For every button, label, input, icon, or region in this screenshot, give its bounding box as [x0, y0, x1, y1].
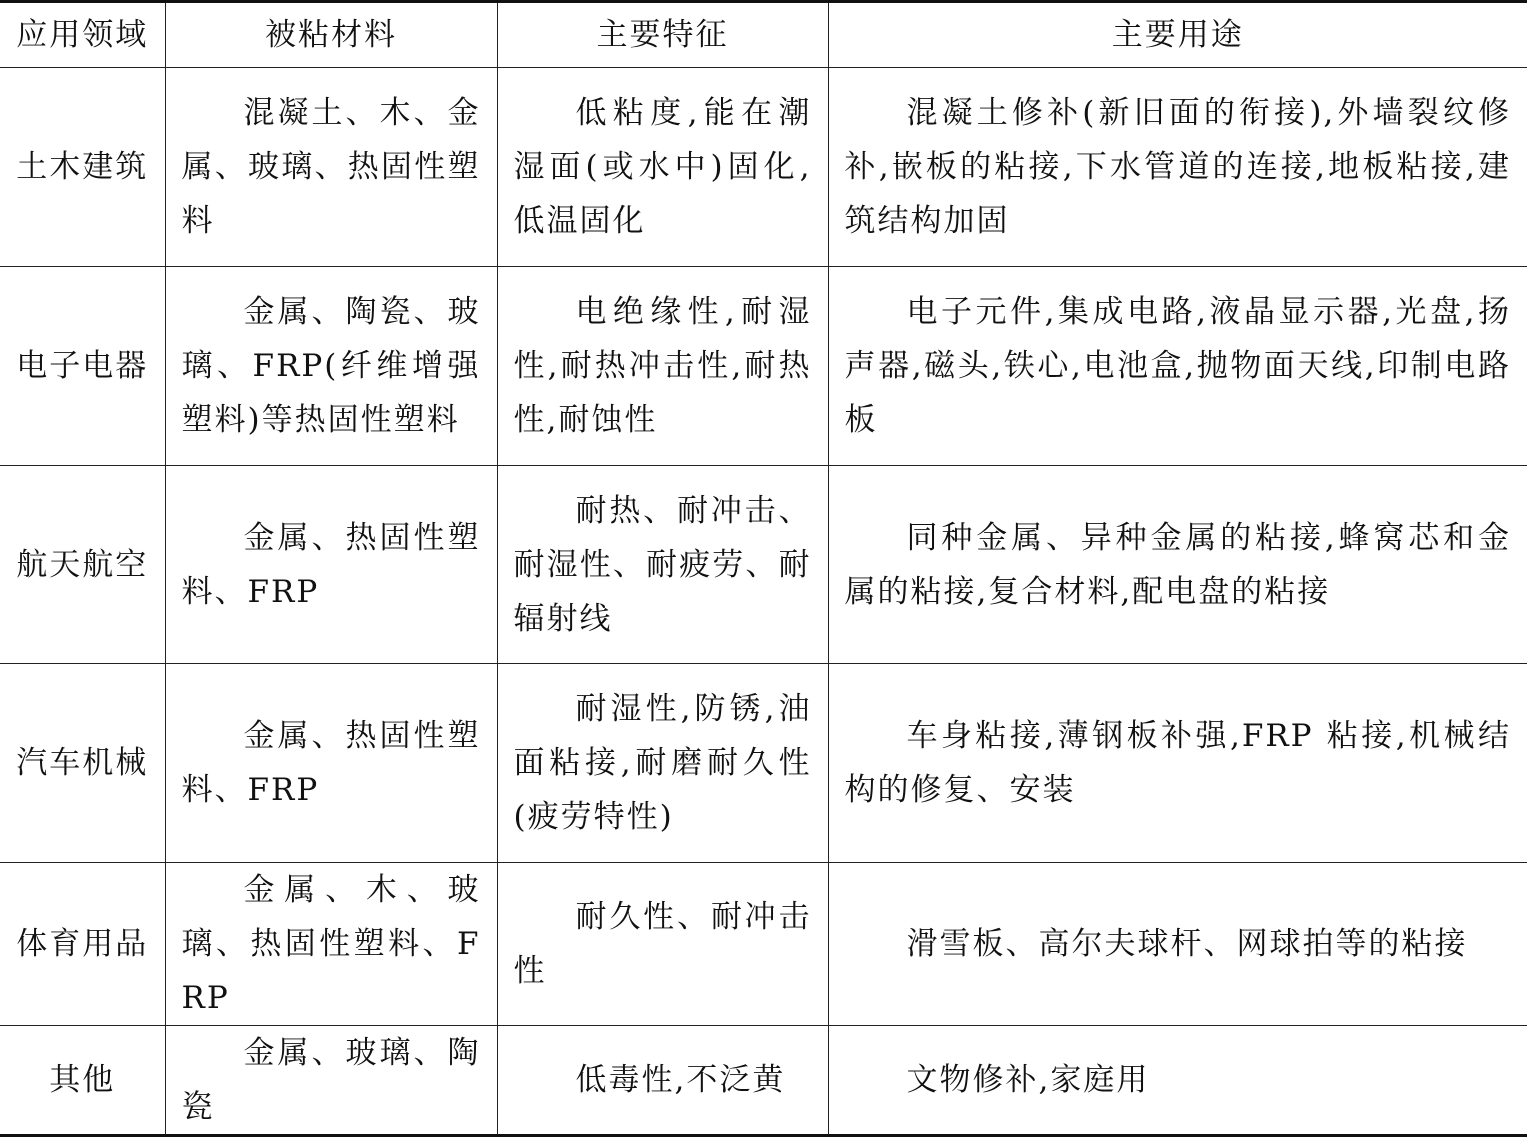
cell-field: 其他: [0, 1026, 165, 1136]
cell-uses: [828, 1026, 1527, 1136]
cell-features-text: 耐久性、耐冲击性: [513, 899, 812, 989]
cell-features: [497, 1026, 828, 1136]
cell-field: 体育用品: [0, 863, 165, 1026]
table-row: [0, 68, 1527, 267]
cell-materials: [165, 68, 497, 267]
cell-field: 土木建筑: [0, 68, 165, 267]
header-main-features: 主要特征: [497, 2, 828, 68]
cell-features-text: 低粘度,能在潮湿面(或水中)固化,低温固化: [513, 95, 812, 239]
table-row: [0, 863, 1527, 1026]
cell-materials-text: 金属、玻璃、陶瓷: [181, 1035, 481, 1125]
table-row: [0, 466, 1527, 664]
cell-uses-text: 同种金属、异种金属的粘接,蜂窝芯和金属的粘接,复合材料,配电盘的粘接: [844, 519, 1511, 610]
cell-features: [497, 863, 828, 1026]
cell-field: 汽车机械: [0, 664, 165, 863]
cell-materials-text: 混凝土、木、金属、玻璃、热固性塑料: [181, 95, 481, 239]
cell-features-text: 耐热、耐冲击、耐湿性、耐疲劳、耐辐射线: [513, 492, 812, 637]
header-bonded-materials: 被粘材料: [165, 2, 497, 68]
cell-materials-text: 金属、热固性塑料、FRP: [181, 519, 481, 610]
cell-uses-text: 电子元件,集成电路,液晶显示器,光盘,扬声器,磁头,铁心,电池盒,抛物面天线,印制电路板: [844, 294, 1511, 438]
header-main-uses: 主要用途: [828, 2, 1527, 68]
cell-features-text: 低毒性,不泛黄: [575, 1062, 786, 1098]
cell-uses: [828, 267, 1527, 466]
cell-uses: [828, 664, 1527, 863]
cell-features: [497, 664, 828, 863]
cell-features: [497, 267, 828, 466]
cell-uses: [828, 68, 1527, 267]
cell-features-text: 电绝缘性,耐湿性,耐热冲击性,耐热性,耐蚀性: [513, 294, 812, 438]
header-application-field: 应用领域: [0, 2, 165, 68]
cell-materials-text: 金属、陶瓷、玻璃、FRP(纤维增强塑料)等热固性塑料: [181, 294, 481, 438]
cell-materials: [165, 863, 497, 1026]
cell-uses: [828, 863, 1527, 1026]
cell-features: [497, 68, 828, 267]
table-row: [0, 1026, 1527, 1136]
cell-materials: [165, 664, 497, 863]
cell-uses: [828, 466, 1527, 664]
cell-materials: [165, 1026, 497, 1136]
cell-materials-text: 金属、热固性塑料、FRP: [181, 718, 481, 808]
cell-uses-text: 文物修补,家庭用: [906, 1062, 1150, 1098]
cell-materials: [165, 466, 497, 664]
cell-materials-text: 金属、木、玻璃、热固性塑料、FRP: [181, 872, 481, 1016]
cell-field: 电子电器: [0, 267, 165, 466]
cell-uses-text: 滑雪板、高尔夫球杆、网球拍等的粘接: [906, 926, 1468, 962]
table-row: [0, 267, 1527, 466]
cell-uses-text: 车身粘接,薄钢板补强,FRP 粘接,机械结构的修复、安装: [844, 718, 1511, 808]
cell-field: 航天航空: [0, 466, 165, 664]
cell-materials: [165, 267, 497, 466]
cell-features: [497, 466, 828, 664]
cell-uses-text: 混凝土修补(新旧面的衔接),外墙裂纹修补,嵌板的粘接,下水管道的连接,地板粘接,建筑结构加固: [844, 95, 1511, 239]
table-row: [0, 664, 1527, 863]
table-header-row: [0, 2, 1527, 68]
cell-features-text: 耐湿性,防锈,油面粘接,耐磨耐久性(疲劳特性): [513, 691, 812, 835]
